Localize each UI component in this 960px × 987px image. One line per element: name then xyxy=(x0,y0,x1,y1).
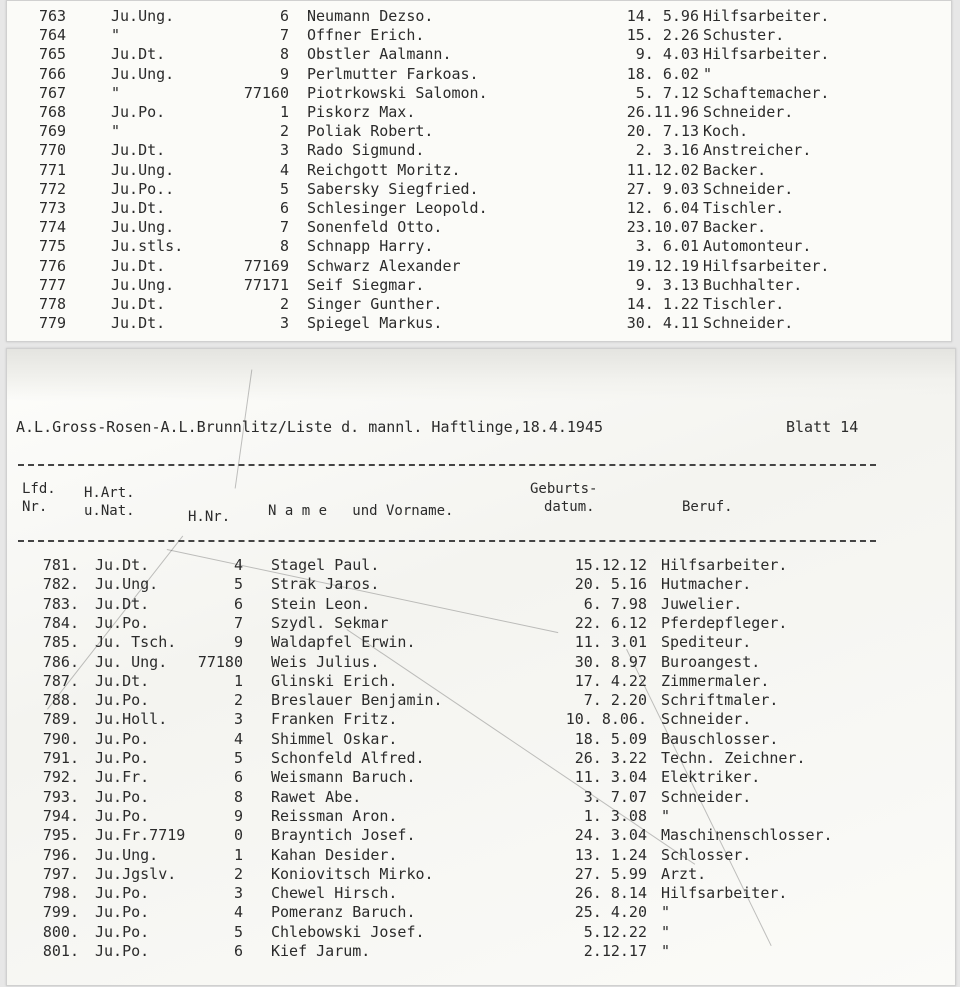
table-row xyxy=(7,902,955,922)
prisoner-list-number: 784. xyxy=(42,613,79,632)
occupation: Tischler. xyxy=(703,199,785,217)
birth-date: 27. 5.99 xyxy=(574,864,647,883)
occupation: Koch. xyxy=(703,122,749,141)
prisoner-category-nationality: Ju.Jgslv. xyxy=(95,864,177,883)
prisoner-list-number: 800. xyxy=(42,922,79,941)
prisoner-number: 6 xyxy=(233,768,243,787)
prisoner-category-nationality: Ju.Ung. xyxy=(111,275,175,294)
prisoner-name: Weismann Baruch. xyxy=(271,768,416,787)
table-row xyxy=(7,313,951,333)
occupation: Schuster. xyxy=(703,26,785,45)
prisoner-number: 7 xyxy=(233,613,243,632)
occupation: Schneider. xyxy=(703,314,794,333)
prisoner-category-nationality: Ju.Dt. xyxy=(111,199,166,217)
prisoner-number: 9 xyxy=(233,633,243,652)
birth-date: 18. 5.09 xyxy=(574,729,647,748)
prisoner-list-number: 801. xyxy=(42,942,79,960)
prisoner-name: Chlebowski Josef. xyxy=(271,922,425,941)
prisoner-category-nationality: Ju.Ung. xyxy=(111,218,175,237)
prisoner-number: 2 xyxy=(279,122,289,141)
birth-date: 14. 1.22 xyxy=(626,295,699,313)
prisoner-name: Offner Erich. xyxy=(307,26,425,45)
prisoner-category-nationality: Ju.Po. xyxy=(95,749,150,767)
prisoner-number: 6 xyxy=(279,199,289,217)
sheet-number: Blatt 14 xyxy=(786,418,859,436)
prisoner-category-nationality: Ju.Holl. xyxy=(95,710,168,729)
column-header-date: Geburts- datum. xyxy=(530,481,598,515)
occupation: Buchhalter. xyxy=(703,275,803,294)
prisoner-number: 4 xyxy=(279,160,289,179)
prisoner-category-nationality: " xyxy=(111,122,121,141)
prisoner-list-number: 769 xyxy=(39,122,67,141)
prisoner-list-number: 798. xyxy=(42,884,79,903)
birth-date: 6. 7.98 xyxy=(583,594,647,613)
birth-date: 15. 2.26 xyxy=(626,26,699,45)
prisoner-category-nationality: Ju.Po. xyxy=(95,806,150,825)
occupation: Pferdepfleger. xyxy=(661,613,788,632)
prisoner-category-nationality: Ju.Fr.7719 xyxy=(95,826,186,845)
occupation: Schlosser. xyxy=(661,845,752,864)
prisoner-list-number: 775 xyxy=(39,237,67,256)
prisoner-category-nationality: Ju.Dt. xyxy=(95,594,150,613)
occupation: " xyxy=(703,64,713,83)
birth-date: 11.12.02 xyxy=(626,160,699,179)
prisoner-number: 77169 xyxy=(243,256,289,275)
birth-date: 20. 5.16 xyxy=(574,575,647,594)
occupation: Anstreicher. xyxy=(703,141,812,160)
prisoner-name: Neumann Dezso. xyxy=(307,7,434,25)
table-row xyxy=(7,825,955,845)
occupation: Hilfsarbeiter. xyxy=(703,45,830,64)
prisoner-category-nationality: " xyxy=(111,26,121,45)
table-row xyxy=(7,83,951,103)
prisoner-name: Rawet Abe. xyxy=(271,787,362,806)
prisoner-list-number: 778 xyxy=(39,295,67,313)
table-row xyxy=(7,671,955,691)
occupation: Hilfsarbeiter. xyxy=(703,7,830,25)
occupation: Schneider. xyxy=(661,710,752,729)
occupation: Maschinenschlosser. xyxy=(661,826,833,845)
occupation: Hilfsarbeiter. xyxy=(661,556,788,574)
birth-date: 20. 7.13 xyxy=(626,122,699,141)
birth-date: 30. 4.11 xyxy=(626,314,699,333)
prisoner-category-nationality: Ju.Dt. xyxy=(111,314,166,333)
prisoner-list-number: 777 xyxy=(39,275,67,294)
prisoner-number: 0 xyxy=(233,826,243,845)
prisoner-list-number: 790. xyxy=(42,729,79,748)
prisoner-list-number: 797. xyxy=(42,864,79,883)
table-row xyxy=(7,632,955,652)
occupation: Buroangest. xyxy=(661,652,761,671)
prisoner-list-number: 795. xyxy=(42,826,79,845)
prisoner-number: 3 xyxy=(279,141,289,160)
table-row xyxy=(7,864,955,884)
document-fragment-bottom xyxy=(6,348,956,986)
occupation: Juwelier. xyxy=(661,594,743,613)
prisoner-list-number: 793. xyxy=(42,787,79,806)
birth-date: 3. 7.07 xyxy=(583,787,647,806)
birth-date: 10. 8.06. xyxy=(565,710,647,729)
occupation: Tischler. xyxy=(703,295,785,313)
prisoner-list-number: 772 xyxy=(39,179,67,198)
prisoner-list-number: 771 xyxy=(39,160,67,179)
prisoner-name: Perlmutter Farkoas. xyxy=(307,64,479,83)
table-row xyxy=(7,140,951,160)
birth-date: 11. 3.04 xyxy=(574,768,647,787)
prisoner-list-number: 779 xyxy=(39,314,67,333)
prisoner-name: Piotrkowski Salomon. xyxy=(307,83,488,102)
birth-date: 30. 8.97 xyxy=(574,652,647,671)
birth-date: 18. 6.02 xyxy=(626,64,699,83)
prisoner-number: 6 xyxy=(233,942,243,960)
table-row xyxy=(7,217,951,237)
prisoner-list-number: 799. xyxy=(42,903,79,922)
column-header-job: Beruf. xyxy=(682,499,733,515)
prisoner-category-nationality: Ju.Po. xyxy=(95,787,150,806)
column-header-nat: H.Art. u.Nat. xyxy=(84,485,135,519)
table-row xyxy=(7,594,955,614)
prisoner-number: 8 xyxy=(279,237,289,256)
occupation: Zimmermaler. xyxy=(661,671,770,690)
table-row xyxy=(7,179,951,199)
occupation: Schneider. xyxy=(703,179,794,198)
birth-date: 15.12.12 xyxy=(574,556,647,574)
prisoner-name: Strak Jaros. xyxy=(271,575,380,594)
occupation: " xyxy=(661,922,671,941)
prisoner-number: 6 xyxy=(233,594,243,613)
prisoner-name: Reichgott Moritz. xyxy=(307,160,461,179)
table-row xyxy=(7,574,955,594)
prisoner-category-nationality: Ju. Ung. xyxy=(95,652,168,671)
prisoner-number: 4 xyxy=(233,556,243,574)
column-header-name: N a m e und Vorname. xyxy=(268,503,454,519)
prisoner-number: 4 xyxy=(233,903,243,922)
occupation: Schriftmaler. xyxy=(661,691,779,710)
prisoner-number: 9 xyxy=(279,64,289,83)
prisoner-category-nationality: Ju.Ung. xyxy=(111,160,175,179)
birth-date: 9. 3.13 xyxy=(635,275,699,294)
prisoner-category-nationality: Ju.Ung. xyxy=(95,575,159,594)
prisoner-list-number: 796. xyxy=(42,845,79,864)
prisoner-number: 77180 xyxy=(197,652,243,671)
birth-date: 2. 3.16 xyxy=(635,141,699,160)
prisoner-number: 5 xyxy=(233,922,243,941)
prisoner-category-nationality: Ju.Po. xyxy=(95,884,150,903)
prisoner-number: 4 xyxy=(233,729,243,748)
birth-date: 12. 6.04 xyxy=(626,199,699,217)
prisoner-name: Sabersky Siegfried. xyxy=(307,179,479,198)
occupation: Elektriker. xyxy=(661,768,761,787)
occupation: Schneider. xyxy=(703,103,794,121)
table-row xyxy=(7,256,951,276)
birth-date: 27. 9.03 xyxy=(626,179,699,198)
birth-date: 23.10.07 xyxy=(626,218,699,237)
prisoner-number: 5 xyxy=(233,749,243,767)
prisoner-category-nationality: Ju.Dt. xyxy=(111,141,166,160)
table-row xyxy=(7,236,951,256)
prisoner-list-number: 776 xyxy=(39,256,67,275)
prisoner-name: Singer Gunther. xyxy=(307,295,443,313)
prisoner-name: Spiegel Markus. xyxy=(307,314,443,333)
prisoner-name: Koniovitsch Mirko. xyxy=(271,864,434,883)
table-row xyxy=(7,64,951,84)
prisoner-number: 77171 xyxy=(243,275,289,294)
prisoner-list-number: 789. xyxy=(42,710,79,729)
prisoner-name: Obstler Aalmann. xyxy=(307,45,452,64)
table-row xyxy=(7,767,955,787)
birth-date: 7. 2.20 xyxy=(583,691,647,710)
prisoner-number: 3 xyxy=(233,884,243,903)
prisoner-name: Schnapp Harry. xyxy=(307,237,434,256)
table-row xyxy=(7,275,951,295)
prisoner-list-number: 768 xyxy=(39,103,67,121)
prisoner-list-number: 791. xyxy=(42,749,79,767)
prisoner-category-nationality: Ju.Dt. xyxy=(111,256,166,275)
prisoner-name: Seif Siegmar. xyxy=(307,275,425,294)
prisoner-category-nationality: Ju.Po. xyxy=(95,922,150,941)
occupation: Hilfsarbeiter. xyxy=(703,256,830,275)
table-row xyxy=(7,748,955,768)
prisoner-list-number: 767 xyxy=(39,83,67,102)
prisoner-name: Glinski Erich. xyxy=(271,671,398,690)
prisoner-name: Poliak Robert. xyxy=(307,122,434,141)
birth-date: 25. 4.20 xyxy=(574,903,647,922)
prisoner-number: 8 xyxy=(279,45,289,64)
prisoner-number: 3 xyxy=(233,710,243,729)
birth-date: 13. 1.24 xyxy=(574,845,647,864)
prisoner-number: 2 xyxy=(279,295,289,313)
birth-date: 26.11.96 xyxy=(626,103,699,121)
prisoner-name: Waldapfel Erwin. xyxy=(271,633,416,652)
prisoner-category-nationality: " xyxy=(111,83,121,102)
prisoner-name: Stein Leon. xyxy=(271,594,371,613)
prisoner-list-number: 774 xyxy=(39,218,67,237)
prisoner-list-number: 785. xyxy=(42,633,79,652)
occupation: " xyxy=(661,806,671,825)
occupation: Arzt. xyxy=(661,864,707,883)
prisoner-number: 2 xyxy=(233,864,243,883)
document-fragment-top xyxy=(6,0,952,342)
prisoner-name: Sonenfeld Otto. xyxy=(307,218,443,237)
occupation: Hilfsarbeiter. xyxy=(661,884,788,903)
prisoner-name: Rado Sigmund. xyxy=(307,141,425,160)
prisoner-category-nationality: Ju.Po.. xyxy=(111,179,175,198)
prisoner-number: 9 xyxy=(233,806,243,825)
table-row xyxy=(7,160,951,180)
prisoner-category-nationality: Ju.Po. xyxy=(111,103,166,121)
prisoner-number: 7 xyxy=(279,26,289,45)
prisoner-number: 1 xyxy=(233,671,243,690)
prisoner-category-nationality: Ju.Po. xyxy=(95,613,150,632)
prisoner-category-nationality: Ju.Po. xyxy=(95,942,150,960)
prisoner-list-number: 764 xyxy=(39,26,67,45)
prisoner-category-nationality: Ju.Ung. xyxy=(95,845,159,864)
prisoner-name: Schlesinger Leopold. xyxy=(307,199,488,217)
prisoner-number: 1 xyxy=(279,103,289,121)
table-row xyxy=(7,6,951,26)
prisoner-category-nationality: Ju.Po. xyxy=(95,691,150,710)
prisoner-number: 77160 xyxy=(243,83,289,102)
prisoner-number: 1 xyxy=(233,845,243,864)
table-row xyxy=(7,806,955,826)
occupation: Backer. xyxy=(703,160,767,179)
prisoner-list-number: 781. xyxy=(42,556,79,574)
prisoner-category-nationality: Ju.Po. xyxy=(95,729,150,748)
table-row xyxy=(7,613,955,633)
table-row xyxy=(7,787,955,807)
prisoner-name: Reissman Aron. xyxy=(271,806,398,825)
birth-date: 2.12.17 xyxy=(583,942,647,960)
prisoner-list-number: 773 xyxy=(39,199,67,217)
table-row xyxy=(7,941,955,961)
prisoner-number: 6 xyxy=(279,7,289,25)
occupation: " xyxy=(661,903,671,922)
prisoner-name: Schwarz Alexander xyxy=(307,256,461,275)
torn-paper-edge xyxy=(7,349,955,401)
prisoner-number: 8 xyxy=(233,787,243,806)
occupation: Schneider. xyxy=(661,787,752,806)
prisoner-category-nationality: Ju. Tsch. xyxy=(95,633,177,652)
table-row xyxy=(7,121,951,141)
birth-date: 9. 4.03 xyxy=(635,45,699,64)
prisoner-list-number: 788. xyxy=(42,691,79,710)
prisoner-list-number: 787. xyxy=(42,671,79,690)
table-row xyxy=(7,922,955,942)
prisoner-name: Shimmel Oskar. xyxy=(271,729,398,748)
table-row xyxy=(7,294,951,314)
occupation: Automonteur. xyxy=(703,237,812,256)
birth-date: 19.12.19 xyxy=(626,256,699,275)
birth-date: 24. 3.04 xyxy=(574,826,647,845)
prisoner-name: Weis Julius. xyxy=(271,652,380,671)
birth-date: 26. 3.22 xyxy=(574,749,647,767)
table-row xyxy=(7,102,951,122)
prisoner-name: Kief Jarum. xyxy=(271,942,371,960)
prisoner-list-number: 765 xyxy=(39,45,67,64)
column-header-hnr: H.Nr. xyxy=(188,509,231,525)
prisoner-list-number: 782. xyxy=(42,575,79,594)
table-row xyxy=(7,198,951,218)
prisoner-category-nationality: Ju.Dt. xyxy=(111,45,166,64)
prisoner-name: Breslauer Benjamin. xyxy=(271,691,443,710)
prisoner-category-nationality: Ju.Ung. xyxy=(111,7,175,25)
occupation: Spediteur. xyxy=(661,633,752,652)
prisoner-name: Stagel Paul. xyxy=(271,556,380,574)
column-header-nr: Lfd. Nr. xyxy=(22,481,56,515)
prisoner-name: Szydl. Sekmar xyxy=(271,613,389,632)
birth-date: 11. 3.01 xyxy=(574,633,647,652)
prisoner-category-nationality: Ju.Dt. xyxy=(111,295,166,313)
prisoner-number: 5 xyxy=(279,179,289,198)
occupation: " xyxy=(661,942,671,960)
header-rule-top xyxy=(18,464,876,466)
prisoner-category-nationality: Ju.stls. xyxy=(111,237,184,256)
prisoner-list-number: 770 xyxy=(39,141,67,160)
prisoner-name: Schonfeld Alfred. xyxy=(271,749,425,767)
table-row xyxy=(7,729,955,749)
header-rule-bottom xyxy=(18,540,876,542)
prisoner-category-nationality: Ju.Fr. xyxy=(95,768,150,787)
prisoner-list-number: 766 xyxy=(39,64,67,83)
prisoner-number: 7 xyxy=(279,218,289,237)
prisoner-category-nationality: Ju.Po. xyxy=(95,903,150,922)
occupation: Bauschlosser. xyxy=(661,729,779,748)
prisoner-category-nationality: Ju.Dt. xyxy=(95,556,150,574)
table-row xyxy=(7,25,951,45)
table-row xyxy=(7,690,955,710)
birth-date: 22. 6.12 xyxy=(574,613,647,632)
occupation: Techn. Zeichner. xyxy=(661,749,806,767)
birth-date: 14. 5.96 xyxy=(626,7,699,25)
table-row xyxy=(7,44,951,64)
prisoner-list-number: 792. xyxy=(42,768,79,787)
occupation: Backer. xyxy=(703,218,767,237)
birth-date: 1. 3.08 xyxy=(583,806,647,825)
birth-date: 5. 7.12 xyxy=(635,83,699,102)
occupation: Schaftemacher. xyxy=(703,83,830,102)
prisoner-list-number: 783. xyxy=(42,594,79,613)
prisoner-number: 5 xyxy=(233,575,243,594)
occupation: Hutmacher. xyxy=(661,575,752,594)
prisoner-number: 2 xyxy=(233,691,243,710)
prisoner-list-number: 786. xyxy=(42,652,79,671)
list-title: A.L.Gross-Rosen-A.L.Brunnlitz/Liste d. mannl. Haftlinge,18.4.1945 xyxy=(16,418,603,436)
birth-date: 26. 8.14 xyxy=(574,884,647,903)
table-row xyxy=(7,883,955,903)
table-row xyxy=(7,709,955,729)
prisoner-list-number: 794. xyxy=(42,806,79,825)
prisoner-name: Kahan Desider. xyxy=(271,845,398,864)
prisoner-name: Piskorz Max. xyxy=(307,103,416,121)
prisoner-category-nationality: Ju.Ung. xyxy=(111,64,175,83)
prisoner-name: Chewel Hirsch. xyxy=(271,884,398,903)
prisoner-number: 3 xyxy=(279,314,289,333)
birth-date: 3. 6.01 xyxy=(635,237,699,256)
table-row xyxy=(7,845,955,865)
table-row xyxy=(7,555,955,575)
birth-date: 17. 4.22 xyxy=(574,671,647,690)
prisoner-name: Brayntich Josef. xyxy=(271,826,416,845)
birth-date: 5.12.22 xyxy=(583,922,647,941)
prisoner-name: Franken Fritz. xyxy=(271,710,398,729)
prisoner-name: Pomeranz Baruch. xyxy=(271,903,416,922)
prisoner-list-number: 763 xyxy=(39,7,67,25)
table-row xyxy=(7,652,955,672)
prisoner-category-nationality: Ju.Dt. xyxy=(95,671,150,690)
